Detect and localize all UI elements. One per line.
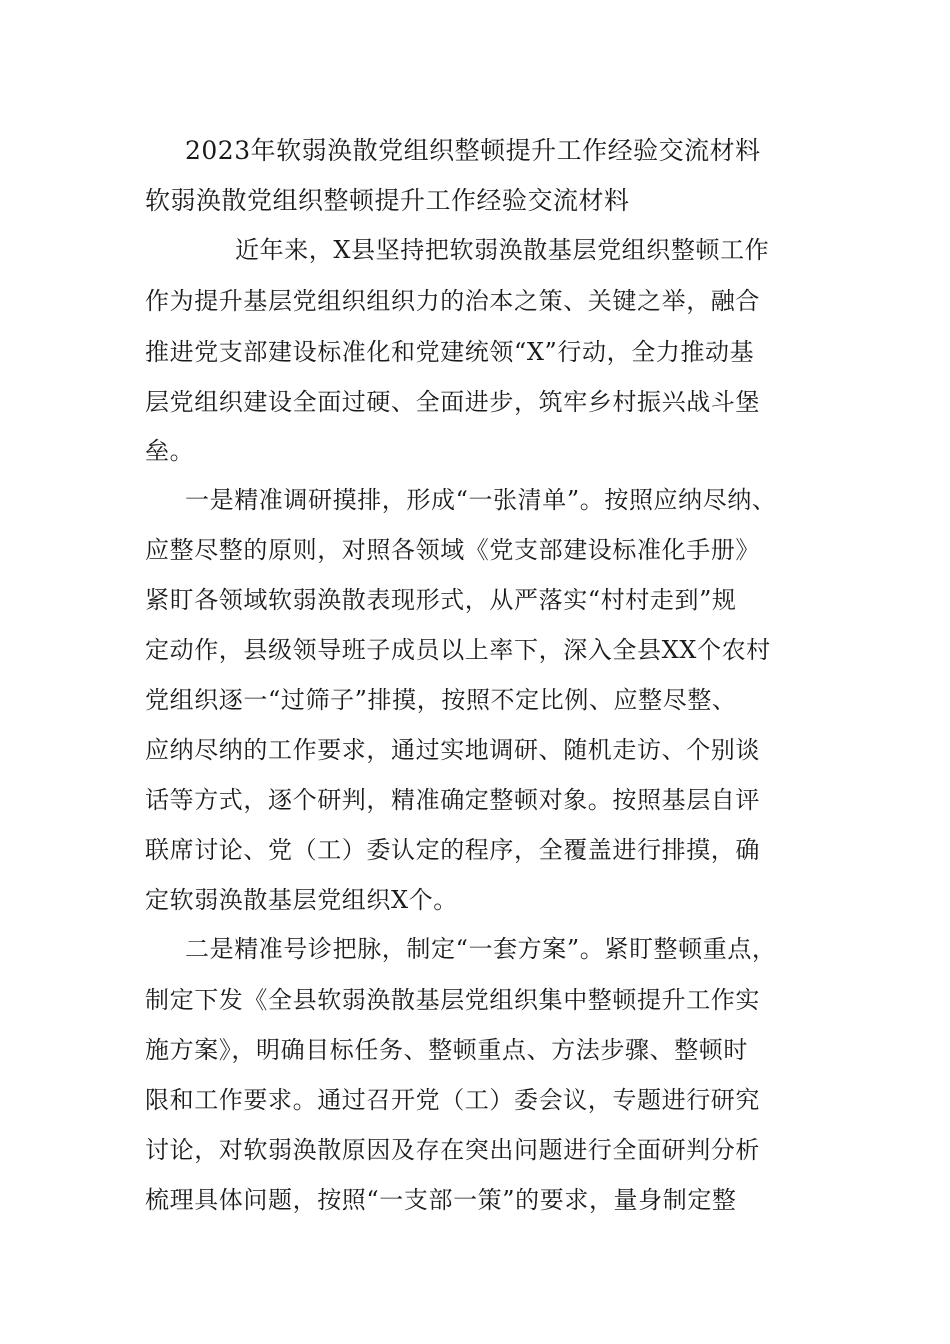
paragraph-line: 推进党支部建设标准化和党建统领“X”行动，全力推动基: [145, 338, 755, 366]
paragraph-line: 联席讨论、党（工）委认定的程序，全覆盖进行排摸，确: [145, 836, 760, 864]
paragraph-line: 限和工作要求。通过召开党（工）委会议，专题进行研究: [145, 1086, 760, 1114]
document-title: 2023年软弱涣散党组织整顿提升工作经验交流材料: [185, 136, 761, 165]
paragraph-line: 定软弱涣散基层党组织X个。: [145, 886, 458, 914]
paragraph-line: 作为提升基层党组织组织力的治本之策、关键之举，融合: [145, 287, 760, 315]
paragraph-line: 定动作，县级领导班子成员以上率下，深入全县XX个农村: [145, 636, 771, 664]
paragraph-line: 讨论，对软弱涣散原因及存在突出问题进行全面研判分析: [145, 1136, 760, 1164]
paragraph-line: 二是精准号诊把脉，制定“一套方案”。紧盯整顿重点，: [185, 935, 777, 963]
paragraph-line: 应整尽整的原则，对照各领域《党支部建设标准化手册》: [145, 536, 760, 564]
paragraph-line: 施方案》，明确目标任务、整顿重点、方法步骤、整顿时: [145, 1036, 748, 1064]
paragraph-line: 垒。: [145, 437, 195, 465]
paragraph-line: 梳理具体问题，按照“一支部一策”的要求，量身制定整: [145, 1186, 737, 1214]
document-subtitle: 软弱涣散党组织整顿提升工作经验交流材料: [145, 186, 630, 215]
paragraph-line: 制定下发《全县软弱涣散基层党组织集中整顿提升工作实: [145, 986, 760, 1014]
paragraph-line: 一是精准调研摸排，形成“一张清单”。按照应纳尽纳、: [185, 486, 777, 514]
paragraph-line: 话等方式，逐个研判，精准确定整顿对象。按照基层自评: [145, 786, 760, 814]
paragraph-line: 紧盯各领域软弱涣散表现形式，从严落实“村村走到”规: [145, 586, 737, 614]
paragraph-line: 应纳尽纳的工作要求，通过实地调研、随机走访、个别谈: [145, 736, 760, 764]
paragraph-line: 近年来，X县坚持把软弱涣散基层党组织整顿工作: [235, 236, 770, 264]
paragraph-line: 党组织逐一“过筛子”排摸，按照不定比例、应整尽整、: [145, 686, 737, 714]
paragraph-line: 层党组织建设全面过硬、全面进步，筑牢乡村振兴战斗堡: [145, 388, 760, 416]
